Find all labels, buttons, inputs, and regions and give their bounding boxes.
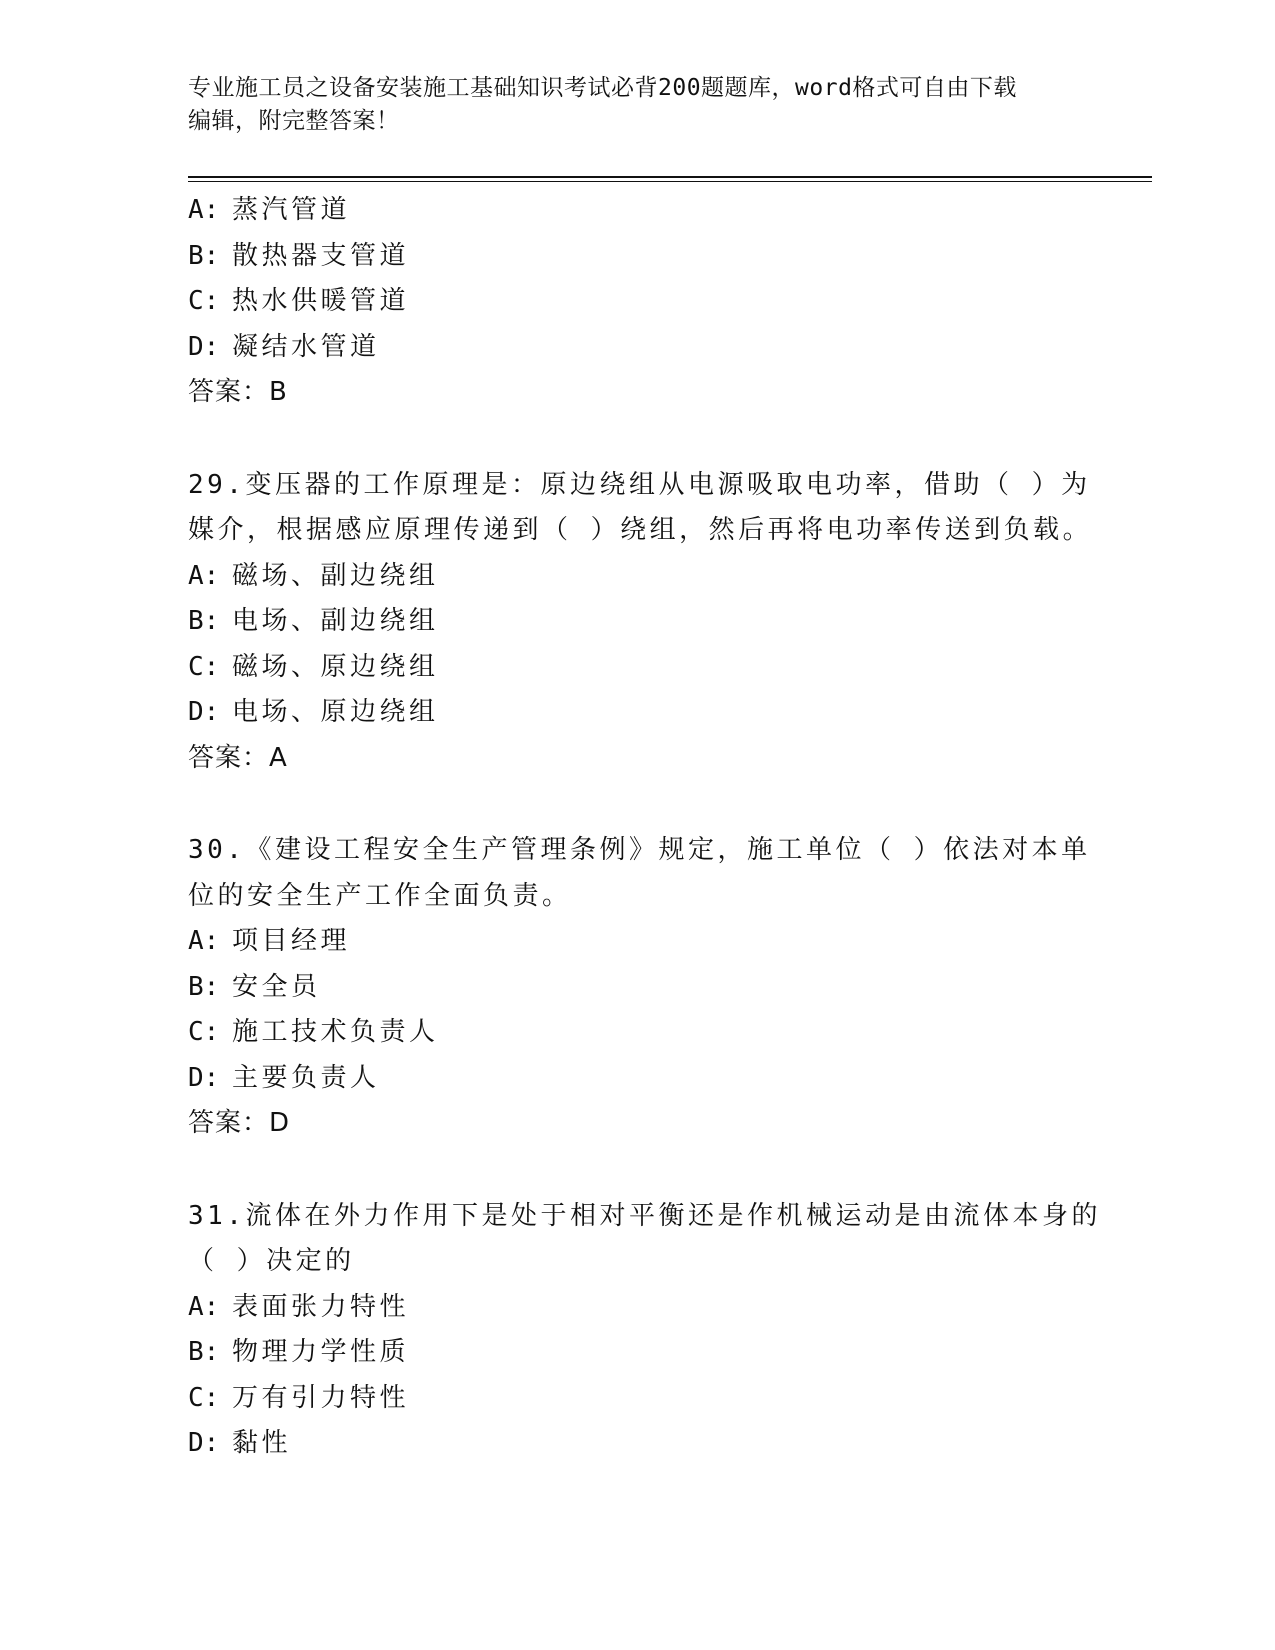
option-letter: B: — [188, 606, 220, 636]
question-block-30 — [188, 828, 1108, 1147]
option-d — [188, 325, 1108, 371]
document-header — [188, 72, 1088, 138]
question-stem-line-1: 31.流体在外力作用下是处于相对平衡还是作机械运动是由流体本身的 — [188, 1200, 1101, 1231]
question-stem-line-2: 媒介，根据感应原理传递到（ ）绕组，然后再将电功率传送到负载。 — [188, 515, 1093, 545]
option-letter: D: — [188, 697, 220, 727]
question-stem-line-2: 位的安全生产工作全面负责。 — [188, 880, 572, 911]
option-a — [188, 554, 1108, 600]
option-text: 蒸汽管道 — [232, 195, 351, 225]
option-letter: A: — [188, 560, 220, 591]
option-text: 电场、副边绕组 — [232, 606, 439, 636]
option-c — [188, 645, 1108, 691]
option-letter: C: — [188, 651, 220, 682]
option-text: 磁场、原边绕组 — [232, 651, 439, 682]
option-c — [188, 1376, 1108, 1422]
option-letter: B: — [188, 1337, 220, 1367]
header-title-line-2: 编辑，附完整答案！ — [188, 108, 400, 134]
option-a — [188, 188, 1108, 234]
spacer — [188, 1147, 1108, 1194]
answer-line: 答案：A — [188, 742, 288, 773]
option-text: 凝结水管道 — [232, 331, 380, 362]
option-text: 热水供暖管道 — [232, 286, 410, 316]
option-text: 散热器支管道 — [232, 240, 410, 271]
question-stem-line-1: 30.《建设工程安全生产管理条例》规定，施工单位（ ）依法对本单 — [188, 835, 1091, 865]
question-list — [188, 188, 1108, 1467]
option-letter: A: — [188, 195, 220, 225]
option-letter: A: — [188, 926, 220, 956]
header-divider-thick — [188, 176, 1152, 178]
option-letter: C: — [188, 1382, 220, 1413]
option-b — [188, 234, 1108, 280]
question-stem-line-1: 29.变压器的工作原理是：原边绕组从电源吸取电功率，借助（ ）为 — [188, 469, 1091, 500]
answer-line: 答案：B — [188, 377, 288, 407]
option-letter: D: — [188, 1428, 220, 1458]
question-block-31 — [188, 1194, 1108, 1467]
question-stem-line-2: （ ）决定的 — [188, 1246, 355, 1276]
option-c — [188, 1010, 1108, 1056]
option-letter: B: — [188, 240, 220, 271]
option-a — [188, 1285, 1108, 1331]
option-text: 电场、原边绕组 — [232, 697, 439, 727]
option-a — [188, 919, 1108, 965]
option-d — [188, 690, 1108, 736]
option-letter: D: — [188, 1062, 220, 1093]
option-d — [188, 1056, 1108, 1102]
option-text: 磁场、副边绕组 — [232, 560, 439, 591]
option-letter: D: — [188, 331, 220, 362]
question-block-29 — [188, 463, 1108, 782]
option-b — [188, 965, 1108, 1011]
spacer — [188, 416, 1108, 463]
option-d — [188, 1421, 1108, 1467]
option-text: 物理力学性质 — [232, 1337, 410, 1367]
option-letter: A: — [188, 1291, 220, 1322]
option-b — [188, 1330, 1108, 1376]
option-b — [188, 599, 1108, 645]
option-letter: B: — [188, 971, 220, 1002]
option-text: 安全员 — [232, 971, 321, 1002]
option-letter: C: — [188, 1017, 220, 1047]
answer-line: 答案：D — [188, 1108, 291, 1138]
spacer — [188, 781, 1108, 828]
option-text: 万有引力特性 — [232, 1382, 410, 1413]
question-block-prev — [188, 188, 1108, 416]
option-text: 主要负责人 — [232, 1062, 380, 1093]
option-text: 施工技术负责人 — [232, 1017, 439, 1047]
option-letter: C: — [188, 286, 220, 316]
option-c — [188, 279, 1108, 325]
option-text: 项目经理 — [232, 926, 351, 956]
header-divider-thin — [188, 181, 1152, 182]
option-text: 表面张力特性 — [232, 1291, 410, 1322]
header-title-line-1: 专业施工员之设备安装施工基础知识考试必背200题题库，word格式可自由下载 — [188, 75, 1017, 101]
option-text: 黏性 — [232, 1428, 292, 1458]
